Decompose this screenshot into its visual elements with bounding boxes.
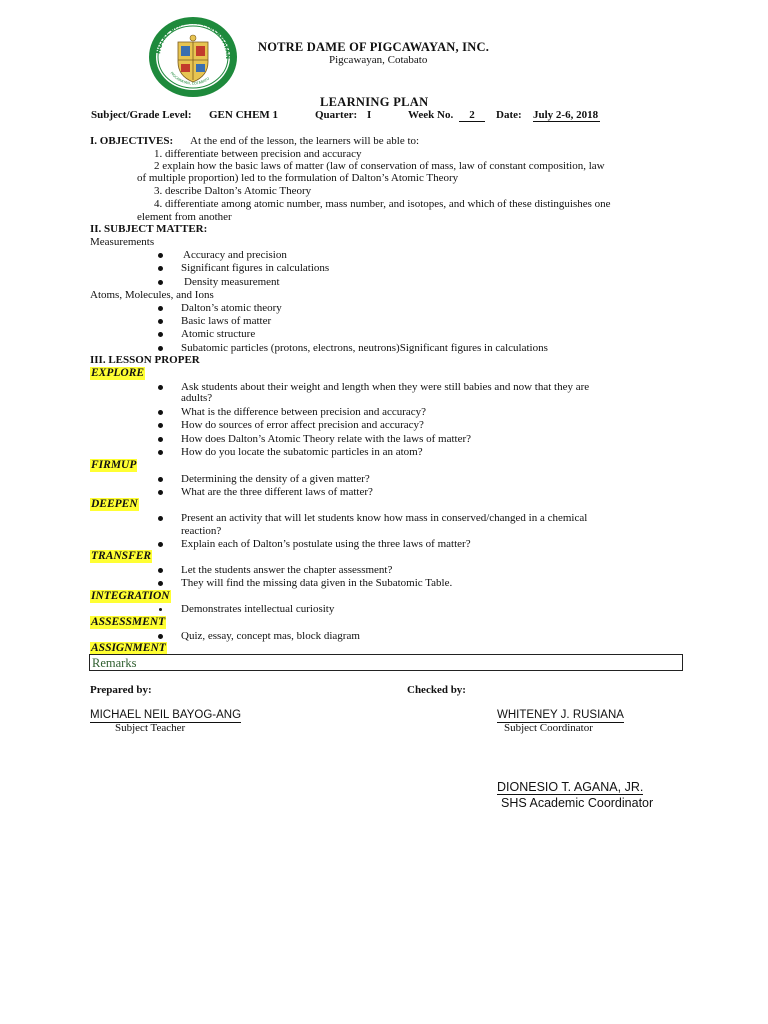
bullet-icon bbox=[158, 516, 163, 521]
subject-group-title: Measurements bbox=[90, 236, 155, 248]
lesson-proper-heading: III. LESSON PROPER bbox=[90, 354, 200, 366]
bullet-icon bbox=[158, 385, 163, 390]
school-name: NOTRE DAME OF PIGCAWAYAN, INC. bbox=[258, 40, 490, 54]
assignment-label: ASSIGNMENT bbox=[91, 642, 166, 654]
subject-grade-label: Subject/Grade Level: bbox=[91, 109, 192, 121]
bullet-icon bbox=[158, 581, 163, 586]
integration-label: INTEGRATION bbox=[91, 590, 170, 602]
objectives-heading: I. OBJECTIVES: bbox=[90, 135, 174, 147]
school-address: Pigcawayan, Cotabato bbox=[329, 54, 428, 66]
transfer-label: TRANSFER bbox=[91, 550, 152, 562]
date-label: Date: bbox=[496, 109, 522, 121]
checker-name: WHITENEY J. RUSIANA bbox=[497, 709, 624, 721]
remarks-box bbox=[89, 654, 683, 671]
document-title: LEARNING PLAN bbox=[320, 95, 429, 109]
coordinator-name: DIONESIO T. AGANA, JR. bbox=[497, 780, 644, 794]
assessment-label: ASSESSMENT bbox=[91, 616, 166, 628]
week-value: 2 bbox=[459, 109, 485, 122]
date-value: July 2-6, 2018 bbox=[533, 109, 599, 121]
list-item: How does Dalton’s Atomic Theory relate with the laws of matter? bbox=[181, 433, 472, 445]
bullet-icon bbox=[158, 346, 163, 351]
bullet-icon bbox=[159, 608, 162, 611]
subject-grade-value: GEN CHEM 1 bbox=[209, 109, 279, 121]
list-item: Accuracy and precision bbox=[183, 249, 287, 261]
list-item: Subatomic particles (protons, electrons, neutrons)Significant figures in calculations bbox=[181, 342, 548, 354]
list-item: How do you locate the subatomic particles in an atom? bbox=[181, 446, 423, 458]
week-label: Week No. bbox=[408, 109, 454, 121]
list-item: What are the three different laws of matter? bbox=[181, 486, 373, 498]
bullet-icon bbox=[158, 568, 163, 573]
bullet-icon bbox=[158, 332, 163, 337]
list-item: Let the students answer the chapter assessment? bbox=[181, 564, 393, 576]
firmup-label: FIRMUP bbox=[91, 459, 137, 471]
list-item: Atomic structure bbox=[181, 328, 256, 340]
bullet-icon bbox=[158, 437, 163, 442]
list-item: Demonstrates intellectual curiosity bbox=[181, 603, 335, 615]
logo-bottom-text: PIGCAWAYAN, COTABATO bbox=[169, 71, 211, 86]
bullet-icon bbox=[158, 266, 163, 271]
preparer-role: Subject Teacher bbox=[115, 722, 186, 734]
list-item: Quiz, essay, concept mas, block diagram bbox=[181, 630, 360, 642]
list-item: Basic laws of matter bbox=[181, 315, 272, 327]
bullet-icon bbox=[158, 490, 163, 495]
coordinator-role: SHS Academic Coordinator bbox=[501, 796, 654, 810]
bullet-icon bbox=[158, 423, 163, 428]
deepen-label: DEEPEN bbox=[91, 498, 138, 510]
remarks-label: Remarks bbox=[92, 656, 137, 670]
quarter-label: Quarter: bbox=[315, 109, 358, 121]
logo-ring-text: NOTRE DAME OF PIGCAWAYAN bbox=[155, 18, 232, 60]
list-item: Significant figures in calculations bbox=[181, 262, 330, 274]
list-item: Density measurement bbox=[184, 276, 280, 288]
checker-role: Subject Coordinator bbox=[504, 722, 593, 734]
bullet-icon bbox=[158, 542, 163, 547]
quarter-value: I bbox=[367, 109, 372, 121]
list-item-continued: adults? bbox=[181, 392, 213, 404]
list-item: What is the difference between precision and accuracy? bbox=[181, 406, 427, 418]
list-item: Dalton’s atomic theory bbox=[181, 302, 282, 314]
list-item: How do sources of error affect precision and accuracy? bbox=[181, 419, 424, 431]
bullet-icon bbox=[158, 319, 163, 324]
list-item: Explain each of Dalton’s postulate using the three laws of matter? bbox=[181, 538, 471, 550]
explore-label: EXPLORE bbox=[91, 367, 145, 379]
bullet-icon bbox=[158, 253, 163, 258]
prepared-by-label: Prepared by: bbox=[90, 684, 152, 696]
list-item: Determining the density of a given matter? bbox=[181, 473, 370, 485]
preparer-name: MICHAEL NEIL BAYOG-ANG bbox=[90, 709, 242, 721]
bullet-icon bbox=[158, 280, 163, 285]
list-item: Ask students about their weight and length when they were still babies and now that they are bbox=[181, 381, 590, 393]
objective-item-continued: of multiple proportion) led to the formulation of Dalton’s Atomic Theory bbox=[137, 172, 459, 184]
bullet-icon bbox=[158, 450, 163, 455]
objective-item: 3. describe Dalton’s Atomic Theory bbox=[154, 185, 312, 197]
subject-group-title: Atoms, Molecules, and Ions bbox=[90, 289, 214, 301]
bullet-icon bbox=[158, 477, 163, 482]
list-item: They will find the missing data given in the Subatomic Table. bbox=[181, 577, 453, 589]
objective-item: 4. differentiate among atomic number, mass number, and isotopes, and which of these distinguishes one bbox=[154, 198, 611, 210]
objective-item-continued: element from another bbox=[137, 211, 232, 223]
checked-by-label: Checked by: bbox=[407, 684, 466, 696]
subject-matter-heading: II. SUBJECT MATTER: bbox=[90, 223, 208, 235]
bullet-icon bbox=[158, 306, 163, 311]
list-item: Present an activity that will let students know how mass in conserved/changed in a chemical bbox=[181, 512, 588, 524]
bullet-icon bbox=[158, 634, 163, 639]
objective-item: 1. differentiate between precision and accuracy bbox=[154, 148, 362, 160]
objectives-intro: At the end of the lesson, the learners will be able to: bbox=[190, 135, 420, 147]
objective-item: 2 explain how the basic laws of matter (law of conservation of mass, law of constant composition, law bbox=[154, 160, 605, 172]
school-seal-logo bbox=[148, 16, 238, 98]
list-item-continued: reaction? bbox=[181, 525, 222, 537]
bullet-icon bbox=[158, 410, 163, 415]
